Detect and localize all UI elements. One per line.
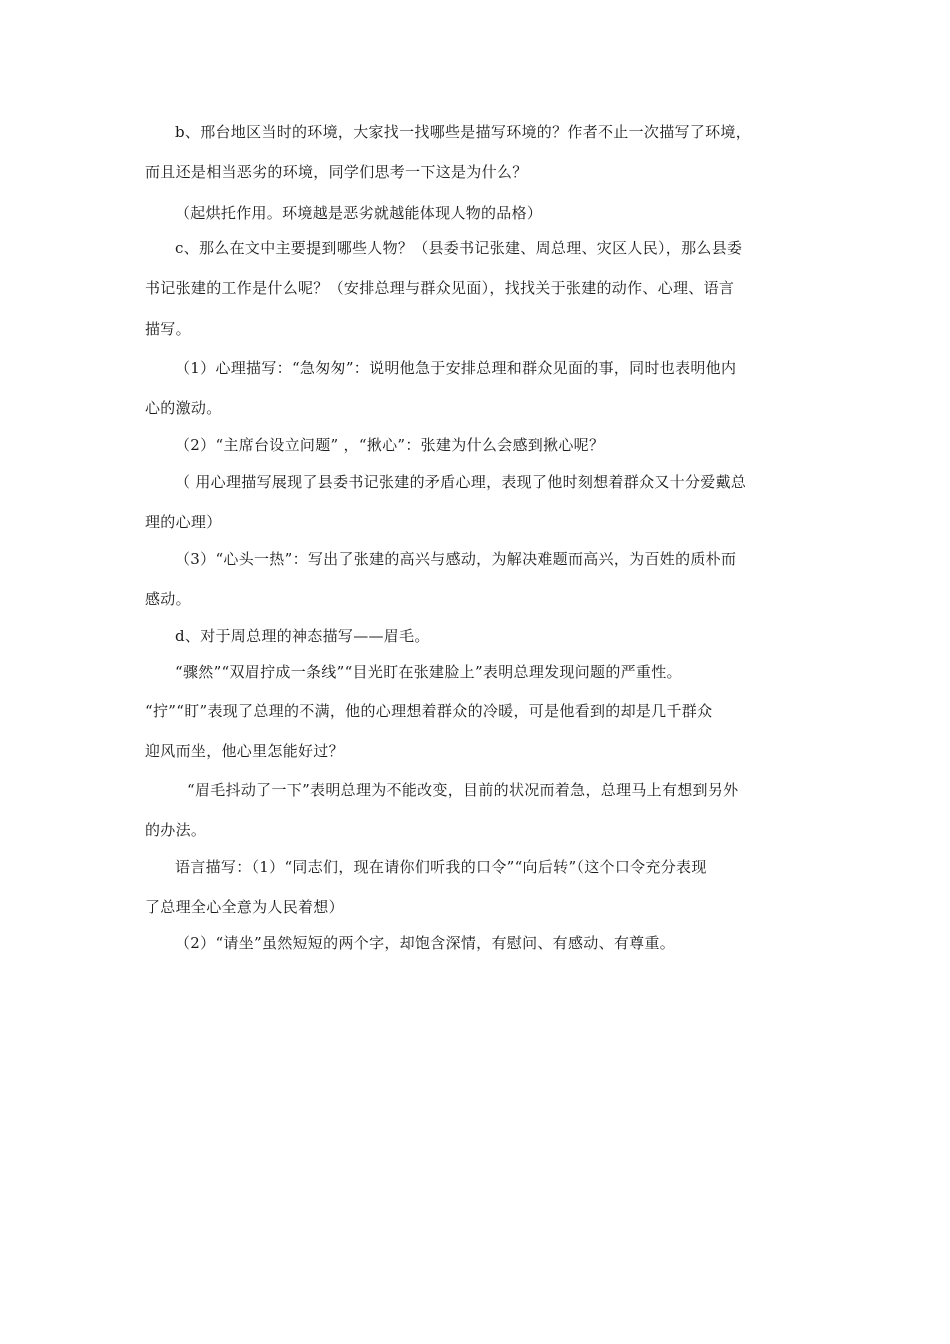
paragraph-line: 理的心理） (145, 513, 222, 531)
paragraph-line: 语言描写：（1）“同志们，现在请你们听我的口令”“向后转”（这个口令充分表现 (175, 858, 707, 876)
paragraph-line: （3）“心头一热”：写出了张建的高兴与感动，为解决难题而高兴，为百姓的质朴而 (175, 550, 737, 568)
paragraph-line: （起烘托作用。环境越是恶劣就越能体现人物的品格） (175, 204, 543, 222)
paragraph-line: 描写。 (145, 320, 191, 338)
paragraph-line: 心的激动。 (145, 399, 222, 417)
paragraph-line: 而且还是相当恶劣的环境，同学们思考一下这是为什么？ (145, 163, 528, 181)
paragraph-line: “眉毛抖动了一下”表明总理为不能改变，目前的状况而着急，总理马上有想到另外 (187, 781, 739, 799)
paragraph-line: d、对于周总理的神态描写——眉毛。 (175, 627, 430, 645)
paragraph-line: 迎风而坐，他心里怎能好过？ (145, 742, 344, 760)
paragraph-line: 的办法。 (145, 821, 207, 839)
paragraph-line: 了总理全心全意为人民着想） (145, 898, 344, 916)
paragraph-line: b、邢台地区当时的环境，大家找一找哪些是描写环境的？作者不止一次描写了环境， (175, 123, 752, 141)
paragraph-line: （2）“主席台设立问题” ，“揪心”：张建为什么会感到揪心呢？ (175, 436, 605, 454)
paragraph-line: （1）心理描写：“急匆匆”：说明他急于安排总理和群众见面的事，同时也表明他内 (175, 359, 737, 377)
paragraph-line: c、那么在文中主要提到哪些人物？（县委书记张建、周总理、灾区人民），那么县委 (175, 239, 743, 257)
paragraph-line: 感动。 (145, 590, 191, 608)
paragraph-line: （ 用心理描写展现了县委书记张建的矛盾心理，表现了他时刻想着群众又十分爱戴总 (175, 473, 747, 491)
paragraph-line: 书记张建的工作是什么呢？（安排总理与群众见面），找找关于张建的动作、心理、语言 (145, 279, 735, 297)
paragraph-line: （2）“请坐”虽然短短的两个字，却饱含深情，有慰问、有感动、有尊重。 (175, 934, 676, 952)
paragraph-line: “骤然”“双眉拧成一条线”“目光盯在张建脸上”表明总理发现问题的严重性。 (175, 663, 682, 681)
paragraph-line: “拧”“盯”表现了总理的不满，他的心理想着群众的冷暖，可是他看到的却是几千群众 (145, 702, 713, 720)
